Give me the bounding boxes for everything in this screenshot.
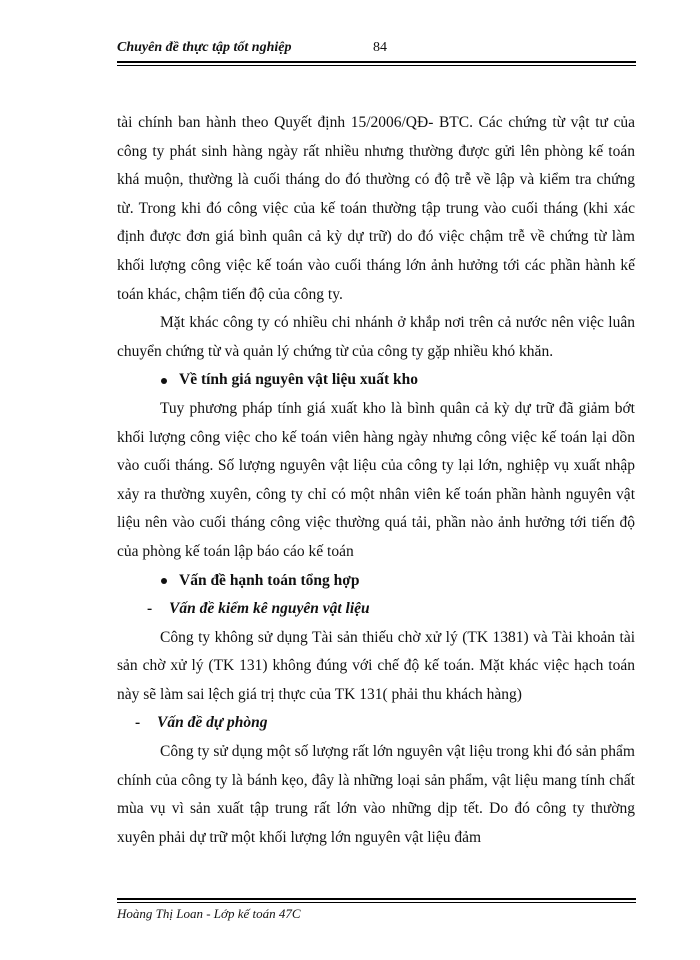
paragraph-5: Công ty sử dụng một số lượng rất lớn nguyên vật liệu trong khi đó sản phẩm chính của công ty là bánh kẹo, đây là những loại sản phẩm, vật liệu mang tính chất mùa vụ vì sản xuất tập trung rất lớn vào những dịp tết. Do đó công ty thường xuyên phải dự trữ một khối lượng lớn nguyên vật liệu đảm (117, 743, 635, 846)
bullet-heading-2-text: Vấn đề hạnh toán tổng hợp (179, 571, 360, 589)
dash-heading-1 (117, 595, 635, 624)
footer-rule (117, 898, 636, 903)
bullet-heading-1 (117, 366, 635, 395)
bullet-heading-2 (117, 567, 635, 596)
dash-symbol: - (135, 714, 141, 732)
page-number: 84 (373, 40, 387, 55)
header-rule (117, 61, 636, 66)
paragraph-3: Tuy phương pháp tính giá xuất kho là bình quân cả kỳ dự trữ đã giảm bớt khối lượng công việc cho kế toán viên hàng ngày nhưng công việc kế toán lại dồn vào cuối tháng. Số lượng nguyên vật liệu của công ty lại lớn, nghiệp vụ xuất nhập xảy ra thường xuyên, công ty chỉ có một nhân viên kế toán phần hành nguyên vật liệu nên vào cuối tháng công việc thường quá tải, phần nào ảnh hưởng tới tiến độ của phòng kế toán lập báo cáo kế toán (117, 399, 635, 560)
header-title: Chuyên đề thực tập tốt nghiệp (117, 40, 292, 55)
dash-heading-2 (117, 709, 635, 738)
dash-symbol: - (147, 600, 153, 618)
paragraph-1: tài chính ban hành theo Quyết định 15/2006/QĐ- BTC. Các chứng từ vật tư của công ty phát sinh hàng ngày rất nhiều nhưng thường được gửi lên phòng kế toán khá muộn, thường là cuối tháng do đó thường có độ trễ về lập và kiểm tra chứng từ. Trong khi đó công việc của kế toán thường tập trung vào cuối tháng (khi xác định được đơn giá bình quân cả kỳ dự trữ) do đó việc chậm trễ về chứng từ làm khối lượng công việc kế toán vào cuối tháng lớn ảnh hưởng tới các phần hành kế toán khác, chậm tiến độ của công ty. (117, 114, 635, 303)
bullet-icon (161, 378, 167, 384)
page-body (117, 109, 635, 852)
dash-heading-2-text: Vấn đề dự phòng (157, 714, 268, 732)
dash-heading-1-text: Vấn đề kiểm kê nguyên vật liệu (169, 600, 370, 618)
paragraph-2: Mặt khác công ty có nhiều chi nhánh ở khắp nơi trên cả nước nên việc luân chuyển chứng từ và quản lý chứng từ của công ty gặp nhiều khó khăn. (117, 314, 635, 360)
bullet-icon (161, 578, 167, 584)
paragraph-4: Công ty không sử dụng Tài sản thiếu chờ xử lý (TK 1381) và Tài khoản tài sản chờ xử lý (TK 131) không đúng với chế độ kế toán. Mặt khác việc hạch toán này sẽ làm sai lệch giá trị thực của TK 131( phải thu khách hàng) (117, 628, 635, 703)
bullet-heading-1-text: Về tính giá nguyên vật liệu xuất kho (179, 371, 419, 389)
page-footer: Hoàng Thị Loan - Lớp kế toán 47C (117, 906, 301, 921)
